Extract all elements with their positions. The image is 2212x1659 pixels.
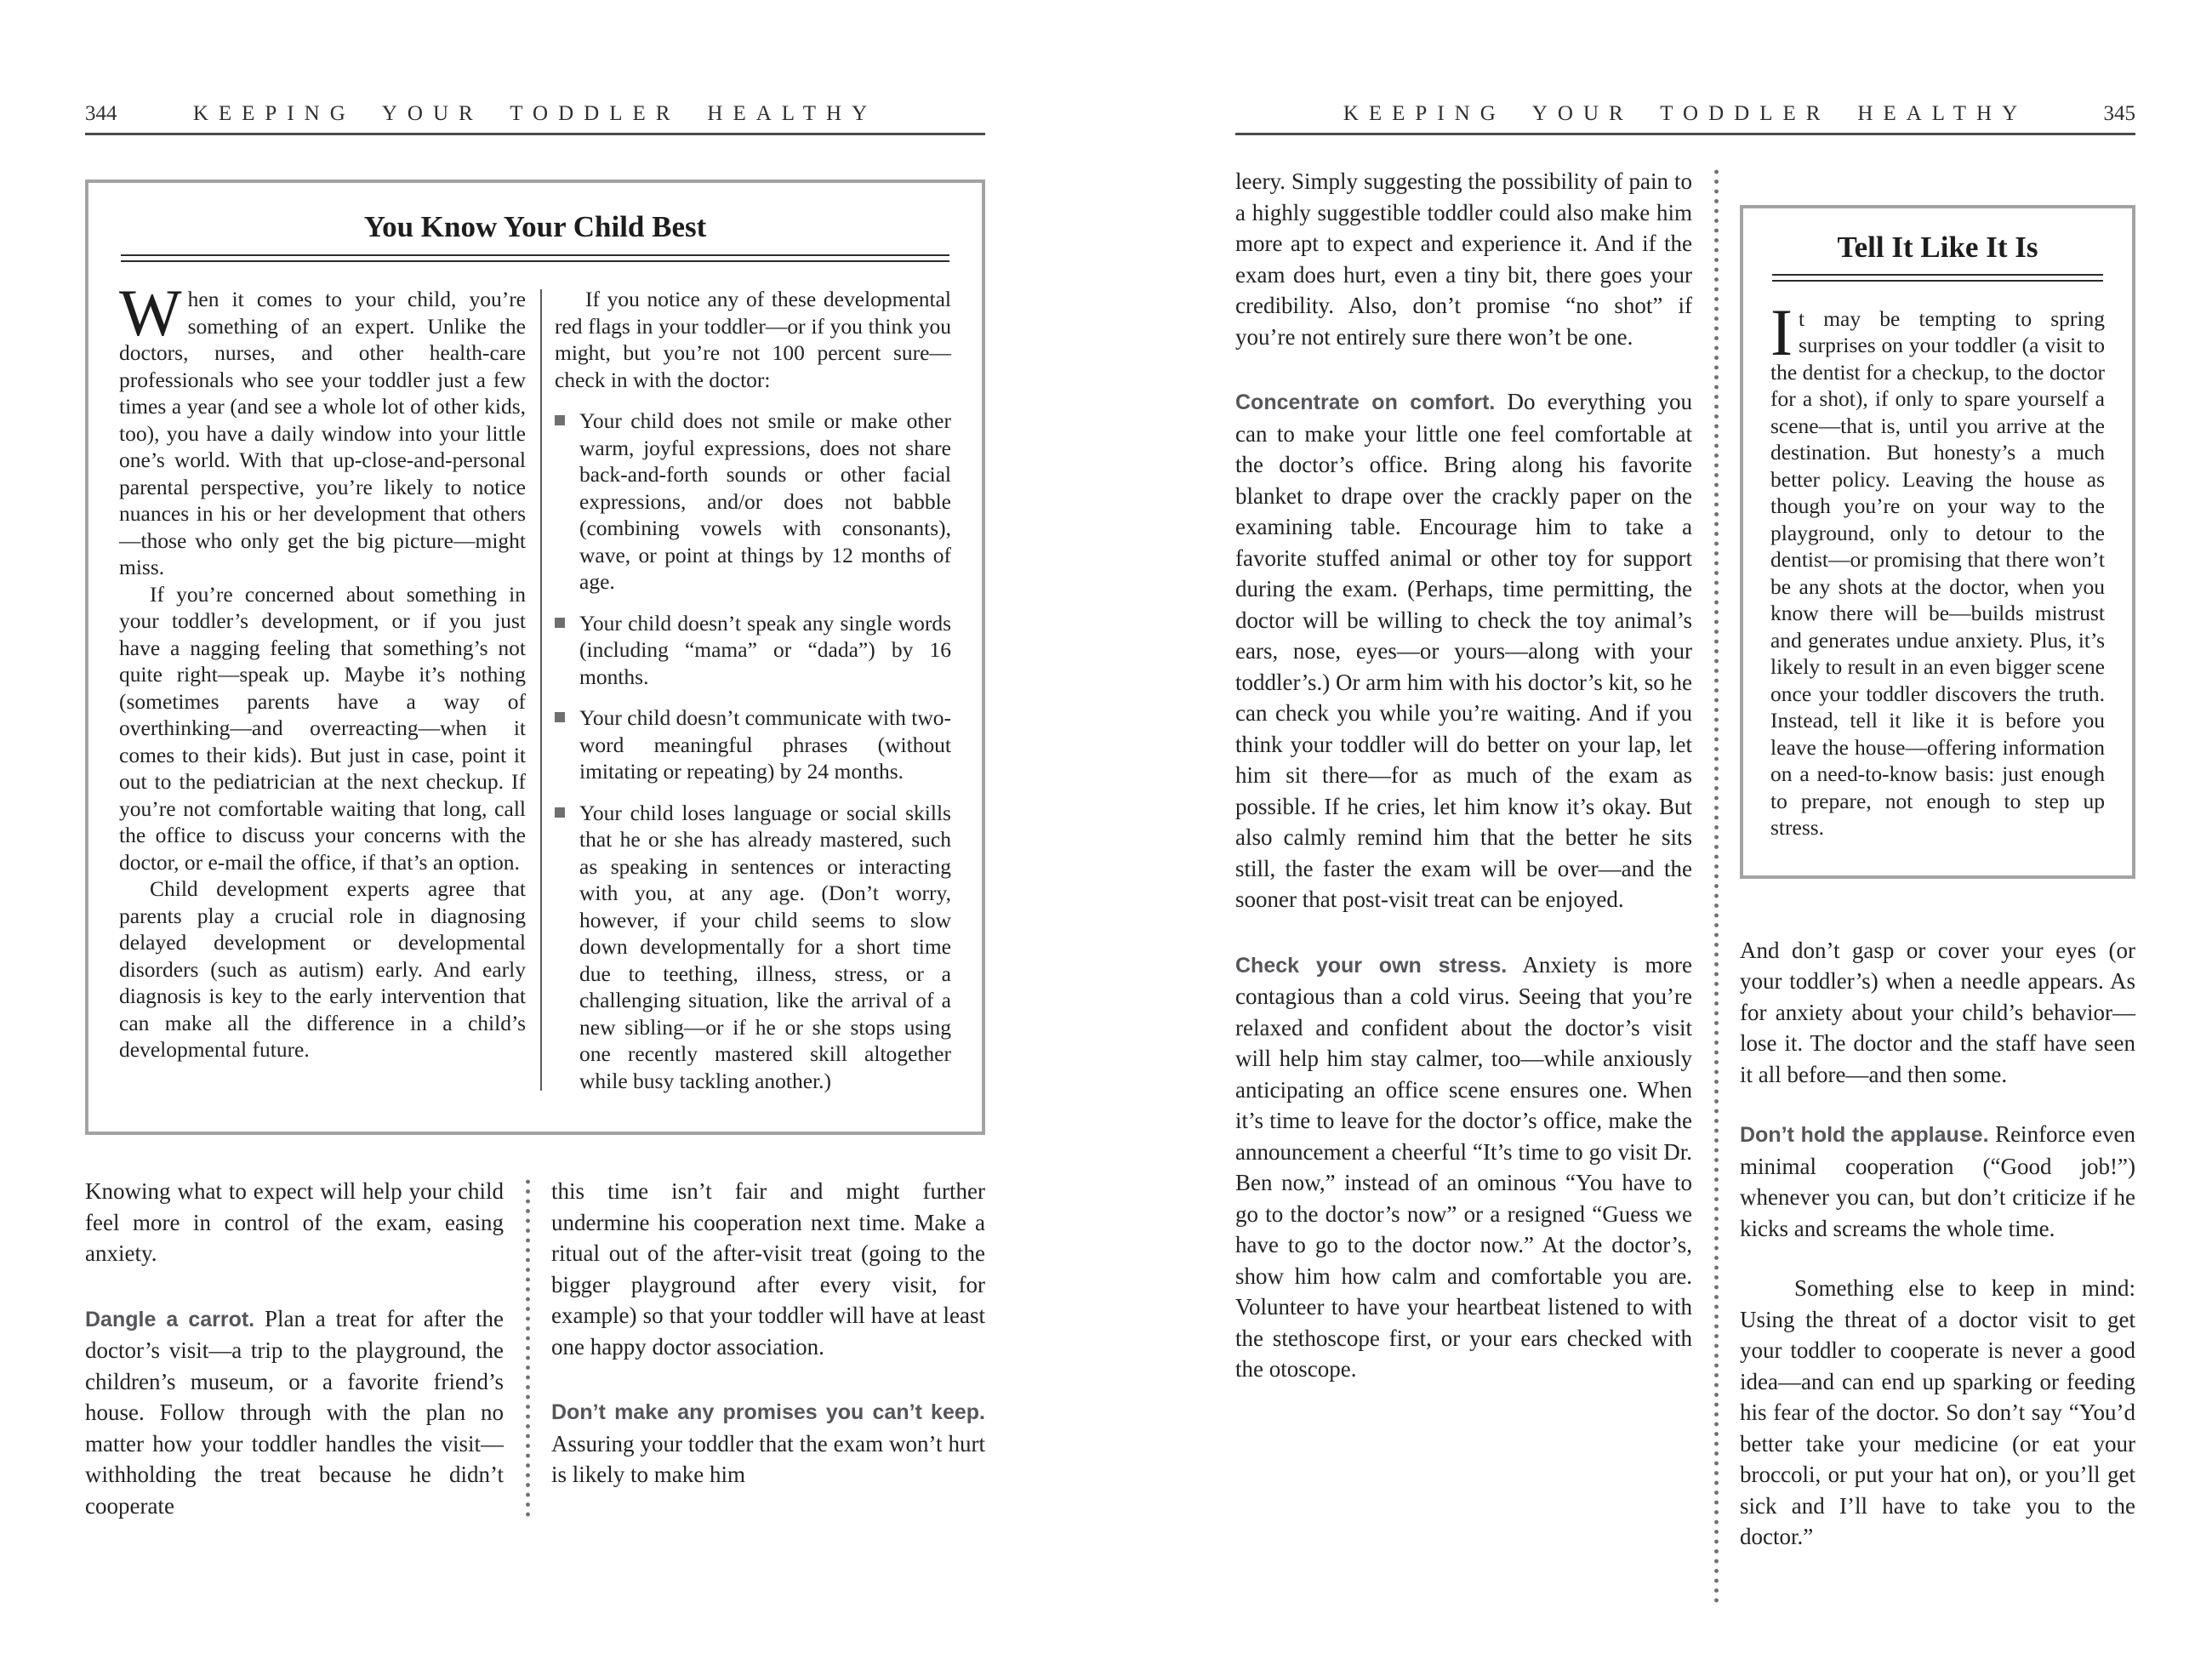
lead-in-dont-hold-the-applause: Don’t hold the applause. (1740, 1123, 1989, 1147)
paragraph: Something else to keep in mind: Using the threat of a doctor visit to get your toddler to cooperate is never a good idea—and can end up sparking or feeding his fear of the doctor. So don’t say “You’d better take your medicine (or eat your broccoli, or put your hat on), or you’ll get sick and I’ll have to take you to the doctor.” (1740, 1275, 2135, 1549)
paragraph (85, 1303, 504, 1522)
double-rule (121, 254, 949, 262)
paragraph (1740, 1119, 2135, 1244)
square-bullet-icon (555, 712, 565, 722)
lead-in-concentrate-on-comfort: Concentrate on comfort. (1235, 391, 1496, 414)
book-page-345 (1106, 0, 2212, 1659)
paragraph: leery. Simply suggesting the possibility of pain to a highly suggestible toddler could also make him more apt to expect and experience it. And if the exam does hurt, even a tiny bit, there goes your credibility. Also, don’t promise “no shot” if you’re not entirely sure there won’t be one. (1235, 168, 1692, 350)
sidebar-box-you-know-your-child-best (85, 180, 985, 1135)
paragraph (1770, 294, 2105, 841)
box-text (1770, 294, 2105, 841)
paragraph-text: hen it comes to your child, you’re something of an expert. Unlike the doctors, nurses, and other health-care professionals who see your toddler just a few times a year (and see a whole lot of other kids, too), you have a daily window into your little one’s world. With that up-close-and-personal parental perspective, you’re likely to notice nuances in his or her development that others—those who only get the big picture—might miss. (119, 287, 526, 579)
list-item (555, 704, 951, 785)
lead-in-dangle-a-carrot: Dangle a carrot. (85, 1307, 255, 1331)
column-divider-rule (540, 289, 542, 1091)
list-item (555, 408, 951, 596)
paragraph (1235, 386, 1692, 915)
page-number: 344 (85, 102, 117, 125)
dropcap-letter: I (1770, 294, 1793, 369)
paragraph: this time isn’t fair and might further undermine his cooperation next time. Make a ritual out of the after-visit treat (going to the bigger playground after every visit, for example) so that your toddler will have at least one happy doctor association. (551, 1178, 985, 1360)
paragraph: And don’t gasp or cover your eyes (or your toddler’s) when a needle appears. As for anxiety about your child’s behavior—lose it. The doctor and the staff have seen it all before—and then some. (1740, 937, 2135, 1087)
body-column-left (1235, 166, 1692, 1604)
body-columns (1235, 166, 2135, 1604)
paragraph-text: Do everything you can to make your little one feel comfortable at the doctor’s office. Bring along his favorite blanket to drape over the crackly paper on the examining table. Encourage him to take a favorite stuffed animal or other toy for support during the exam. (Perhaps, time permitting, the doctor will be willing to check the toy animal’s ears, nose, eyes—or yours—along with your toddler’s.) Or arm him with his doctor’s kit, so he can check you while you’re waiting. And if you think your toddler will do better on your lap, let him sit there—for as much of the exam as possible. If he cries, let him know it’s okay. But also calmly remind him that the better he sits still, the faster the exam will be over—and the sooner that post-visit treat can be enjoyed. (1235, 389, 1692, 912)
lead-in-check-your-own-stress: Check your own stress. (1235, 953, 1508, 978)
paragraph-text: Anxiety is more contagious than a cold virus. Seeing that you’re relaxed and confident about the doctor’s visit will help him stay calmer, too—while anxiously anticipating an office scene ensures one. When it’s time to leave for the doctor’s office, make the announcement a cheerful “It’s time to go visit Dr. Ben now,” instead of an ominous “You have to go to the doctor’s now” or a resigned “Guess we have to go to the doctor now.” At the doctor’s, show him how calm and comfortable you are. Volunteer to have your heartbeat listened to with the stethoscope first, or your ears checked with the otoscope. (1235, 951, 1693, 1382)
square-bullet-icon (555, 618, 565, 628)
body-column-right (551, 1176, 985, 1521)
square-bullet-icon (555, 807, 565, 818)
box-column-right (555, 286, 951, 1094)
paragraph: If you’re concerned about something in your toddler’s development, or if you just have a nagging feeling that something’s not quite right—speak up. Maybe it’s nothing (sometimes parents have a way of overthinking—and overreacting—when it comes to their kids). But just in case, point it out to the pediatrician at the next checkup. If you’re not comfortable waiting that long, call the office to discuss your concerns with the doctor, or e-mail the office, if that’s an option. (119, 581, 526, 875)
body-column-right (1740, 166, 2135, 1604)
page-header-right (1235, 94, 2135, 135)
body-columns (85, 1176, 985, 1521)
paragraph-text: t may be tempting to spring surprises on your toddler (a visit to the dentist for a checkup, to the doctor for a shot), if only to spare yourself a scene—that is, until you arrive at the destination. But honesty’s a much better policy. Leaving the house as though you’re on your way to the playground, only to detour to the dentist—or promising that there won’t be any shots at the doctor, when you know there will be—builds mistrust and generates undue anxiety. Plus, it’s likely to result in an even bigger scene once your toddler discovers the truth. Instead, tell it like it is before you leave the house—offering information on a need-to-know basis: just enough to prepare, not enough to step up stress. (1770, 305, 2105, 840)
bullet-text: Your child loses language or social skills that he or she has already mastered, such as speaking in sentences or interacting with you, at any age. (Don’t worry, however, if your child seems to slow down developmentally for a short time due to teething, illness, stress, or a challenging situation, like the arrival of a new sibling—or if he or she stops using one recently mastered skill altogether while busy tackling another.) (579, 800, 951, 1093)
paragraph (1235, 949, 1692, 1385)
list-item (555, 800, 951, 1095)
dotted-column-divider (1714, 169, 1719, 1604)
bullet-text: Your child doesn’t speak any single words (including “mama” or “dada”) by 16 months. (579, 610, 951, 689)
paragraph-text: Plan a treat for after the doctor’s visit—a trip to the playground, the children’s museum, or a favorite friend’s house. Follow through with the plan no matter how your toddler handles the visit—withholding the treat because he didn’t cooperate (85, 1305, 504, 1519)
dotted-column-divider (526, 1179, 530, 1521)
paragraph: Child development experts agree that parents play a crucial role in diagnosing delayed development or developmental disorders (such as autism) early. And early diagnosis is key to the early intervention that can make all the difference in a child’s developmental future. (119, 876, 526, 1062)
dropcap-letter: W (119, 276, 182, 350)
lead-in-dont-make-promises: Don’t make any promises you can’t keep. (551, 1400, 985, 1424)
box-columns (119, 276, 951, 1094)
box-column-left (119, 276, 526, 1094)
double-rule (1772, 274, 2103, 282)
paragraph-text: Reinforce even minimal cooperation (“Good job!”) whenever you can, but don’t criticize if he kicks and screams the whole time. (1740, 1121, 2135, 1241)
bullet-text: Your child does not smile or make other warm, joyful expressions, does not share back-and-forth sounds or other facial expressions, and/or does not babble (combining vowels with consonants), wave, or point at things by 12 months of age. (579, 408, 951, 594)
paragraph: Knowing what to expect will help your child feel more in control of the exam, easing anxiety. (85, 1178, 504, 1266)
paragraph-text: Assuring your toddler that the exam won’t hurt is likely to make him (551, 1430, 985, 1487)
body-column-left (85, 1176, 504, 1521)
page-header-left (85, 94, 985, 135)
running-head: KEEPING YOUR TODDLER HEALTHY (1343, 102, 2028, 125)
square-bullet-icon (555, 415, 565, 425)
red-flags-bullet-list (555, 408, 951, 1094)
paragraph: If you notice any of these developmental red flags in your toddler—or if you think you might, but you’re not 100 percent sure—check in with the doctor: (555, 287, 951, 392)
sidebar-box-tell-it-like-it-is (1740, 205, 2135, 879)
list-item (555, 610, 951, 691)
paragraph (119, 276, 526, 581)
box-title: You Know Your Child Best (363, 210, 707, 243)
page-number: 345 (2103, 102, 2135, 125)
bullet-text: Your child doesn’t communicate with two-word meaningful phrases (without imitating or repeating) by 24 months. (579, 705, 951, 784)
running-head: KEEPING YOUR TODDLER HEALTHY (192, 102, 878, 125)
paragraph (551, 1396, 985, 1491)
box-title: Tell It Like It Is (1837, 231, 2038, 264)
